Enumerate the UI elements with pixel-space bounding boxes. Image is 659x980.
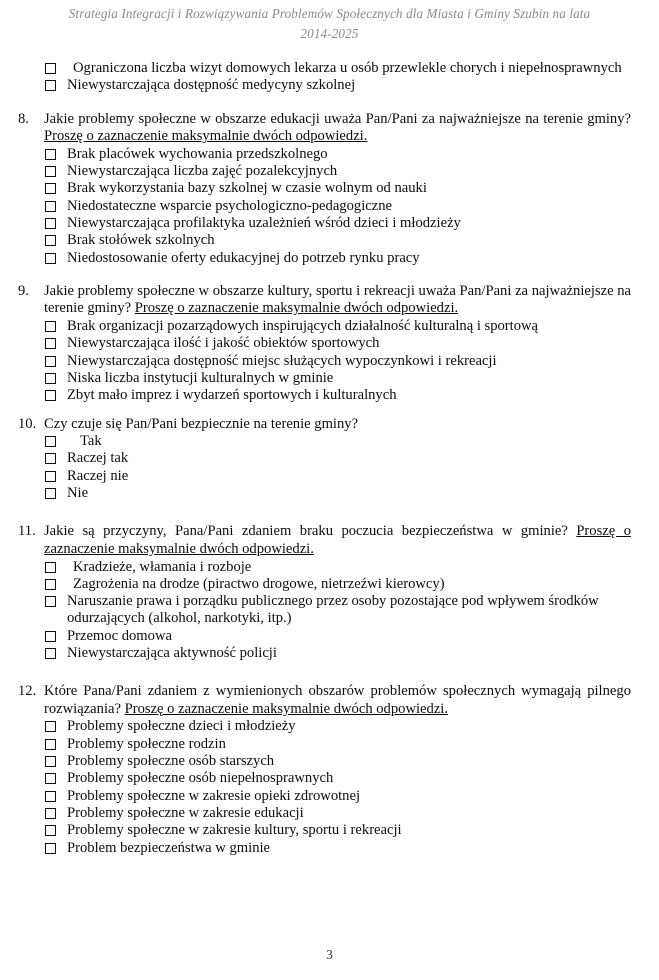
document-body [14, 60, 634, 857]
list-item[interactable] [14, 146, 634, 163]
question-instruction: Proszę o zaznaczenie maksymalnie dwóch odpowiedzi. [44, 523, 631, 557]
list-item[interactable] [14, 370, 634, 387]
continued-options-list [14, 60, 634, 95]
checkbox-icon[interactable] [45, 180, 67, 197]
question-number: 9. [18, 282, 29, 299]
question-9 [14, 283, 634, 318]
list-item[interactable] [14, 318, 634, 335]
list-item[interactable] [14, 805, 634, 822]
option-label: Nie [67, 485, 89, 502]
option-label: Zagrożenia na drodze (piractwo drogowe, nietrzeźwi kierowcy) [73, 575, 445, 592]
checkbox-icon[interactable] [45, 753, 67, 770]
list-item[interactable] [14, 450, 634, 467]
checkbox-icon[interactable] [45, 335, 67, 352]
question-prompt: Jakie problemy społeczne w obszarze edukacji uważa Pan/Pani za najważniejsze na terenie gminy? [44, 110, 631, 127]
checkbox-icon[interactable] [45, 805, 67, 822]
question-10-options [14, 433, 634, 502]
checkbox-icon[interactable] [45, 370, 67, 387]
list-item[interactable] [14, 387, 634, 404]
question-text [44, 683, 634, 718]
option-label: Raczej nie [67, 467, 129, 484]
question-11-options [14, 559, 634, 663]
option-label: Niewystarczająca profilaktyka uzależnień wśród dzieci i młodzieży [67, 214, 461, 231]
checkbox-icon[interactable] [45, 559, 67, 576]
checkbox-icon[interactable] [45, 468, 67, 485]
list-item[interactable] [14, 433, 634, 450]
list-item[interactable] [14, 468, 634, 485]
checkbox-icon[interactable] [45, 645, 67, 662]
option-label: Niewystarczająca dostępność miejsc służących wypoczynkowi i rekreacji [67, 352, 497, 369]
checkbox-icon[interactable] [45, 232, 67, 249]
option-label: Niedostateczne wsparcie psychologiczno-pedagogiczne [67, 197, 392, 214]
checkbox-icon[interactable] [45, 60, 67, 77]
option-label: Ograniczona liczba wizyt domowych lekarza u osób przewlekle chorych i niepełnosprawnych [73, 60, 622, 76]
option-label: Problemy społeczne w zakresie opieki zdrowotnej [67, 787, 360, 804]
list-item[interactable] [14, 576, 634, 593]
question-number: 8. [18, 110, 29, 127]
list-item[interactable] [14, 250, 634, 267]
option-label: Problemy społeczne osób starszych [67, 753, 275, 770]
list-item[interactable] [14, 198, 634, 215]
question-text [44, 283, 634, 318]
option-label: Niewystarczająca dostępność medycyny szkolnej [67, 77, 356, 94]
option-label: Przemoc domowa [67, 627, 172, 644]
question-prompt: Jakie problemy społeczne w obszarze kultury, sportu i rekreacji uważa Pan/Pani za najważniejsze na terenie gminy? [44, 282, 631, 317]
question-text [44, 523, 634, 558]
option-label: Brak stołówek szkolnych [67, 232, 215, 249]
option-label: Tak [80, 433, 102, 450]
checkbox-icon[interactable] [45, 718, 67, 735]
option-label: Brak organizacji pozarządowych inspirujących działalność kulturalną i sportową [67, 318, 539, 335]
option-label: Brak placówek wychowania przedszkolnego [67, 145, 328, 162]
checkbox-icon[interactable] [45, 198, 67, 215]
list-item[interactable] [14, 718, 634, 735]
question-8 [14, 111, 634, 146]
question-instruction: Proszę o zaznaczenie maksymalnie dwóch odpowiedzi. [44, 128, 368, 145]
checkbox-icon[interactable] [45, 77, 67, 94]
checkbox-icon[interactable] [45, 593, 67, 610]
option-label: Raczej tak [67, 450, 129, 467]
option-label: Problemy społeczne w zakresie edukacji [67, 804, 304, 821]
question-10 [14, 416, 634, 434]
checkbox-icon[interactable] [45, 146, 67, 163]
list-item[interactable] [14, 770, 634, 787]
list-item[interactable] [14, 335, 634, 352]
list-item[interactable] [14, 559, 634, 576]
list-item[interactable] [14, 77, 634, 94]
question-8-options [14, 146, 634, 267]
list-item[interactable] [14, 215, 634, 232]
list-item[interactable] [14, 353, 634, 370]
option-label: Problemy społeczne w zakresie kultury, sportu i rekreacji [67, 822, 402, 839]
checkbox-icon[interactable] [45, 628, 67, 645]
question-12-options [14, 718, 634, 856]
checkbox-icon[interactable] [45, 485, 67, 502]
list-item[interactable] [14, 736, 634, 753]
option-label: Problemy społeczne dzieci i młodzieży [67, 718, 296, 735]
checkbox-icon[interactable] [45, 576, 67, 593]
list-item[interactable] [14, 485, 634, 502]
question-instruction: Proszę o zaznaczenie maksymalnie dwóch odpowiedzi. [134, 300, 459, 317]
question-prompt: Jakie są przyczyny, Pana/Pani zdaniem braku poczucia bezpieczeństwa w gminie? [44, 523, 577, 540]
option-label: Niewystarczająca aktywność policji [67, 644, 277, 661]
header-line-2: 2014-2025 [300, 26, 359, 41]
question-text [44, 416, 634, 434]
list-item[interactable] [14, 232, 634, 249]
option-label: Niska liczba instytucji kulturalnych w gminie [67, 369, 334, 386]
list-item[interactable] [14, 60, 634, 77]
checkbox-icon[interactable] [45, 318, 67, 335]
list-item[interactable] [14, 753, 634, 770]
list-item[interactable] [14, 628, 634, 645]
option-label: Niedostosowanie oferty edukacyjnej do potrzeb rynku pracy [67, 249, 420, 266]
option-label: Zbyt mało imprez i wydarzeń sportowych i kulturalnych [67, 387, 397, 404]
list-item[interactable] [14, 788, 634, 805]
option-label: Niewystarczająca ilość i jakość obiektów sportowych [67, 335, 380, 352]
checkbox-icon[interactable] [45, 822, 67, 839]
checkbox-icon[interactable] [45, 387, 67, 404]
option-label: Kradzieże, włamania i rozboje [73, 558, 252, 575]
page-running-header [22, 4, 637, 44]
option-label: Brak wykorzystania bazy szkolnej w czasie wolnym od nauki [67, 180, 427, 197]
checkbox-icon[interactable] [45, 250, 67, 267]
checkbox-icon[interactable] [45, 433, 67, 450]
list-item[interactable] [14, 180, 634, 197]
checkbox-icon[interactable] [45, 840, 67, 857]
checkbox-icon[interactable] [45, 215, 67, 232]
header-line-1: Strategia Integracji i Rozwiązywania Problemów Społecznych dla Miasta i Gminy Szubin na lata [68, 6, 591, 21]
list-item[interactable] [14, 593, 634, 628]
question-text [44, 111, 634, 146]
question-12 [14, 683, 634, 718]
question-number: 11. [18, 523, 36, 540]
checkbox-icon[interactable] [45, 770, 67, 787]
checkbox-icon[interactable] [45, 163, 67, 180]
list-item[interactable] [14, 645, 634, 662]
checkbox-icon[interactable] [45, 736, 67, 753]
list-item[interactable] [14, 163, 634, 180]
checkbox-icon[interactable] [45, 788, 67, 805]
option-label: Problemy społeczne osób niepełnosprawnych [67, 770, 334, 787]
checkbox-icon[interactable] [45, 450, 67, 467]
list-item[interactable] [14, 822, 634, 839]
page-number: 3 [326, 947, 333, 962]
question-9-options [14, 318, 634, 404]
question-instruction: Proszę o zaznaczenie maksymalnie dwóch odpowiedzi. [124, 700, 448, 717]
option-label: Problem bezpieczeństwa w gminie [67, 839, 271, 856]
checkbox-icon[interactable] [45, 353, 67, 370]
question-11 [14, 523, 634, 558]
question-prompt: Które Pana/Pani zdaniem z wymienionych obszarów problemów społecznych wymagają pilnego rozwiązania? [44, 683, 631, 717]
list-item[interactable] [14, 840, 634, 857]
question-number: 10. [18, 415, 37, 432]
question-prompt: Czy czuje się Pan/Pani bezpiecznie na terenie gminy? [44, 415, 359, 432]
option-label: Naruszanie prawa i porządku publicznego przez osoby pozostające pod wpływem środków odurzających (alkohol, narkotyki, itp.) [67, 593, 599, 627]
question-number: 12. [18, 683, 37, 700]
option-label: Problemy społeczne rodzin [67, 735, 226, 752]
option-label: Niewystarczająca liczba zajęć pozalekcyjnych [67, 163, 338, 180]
